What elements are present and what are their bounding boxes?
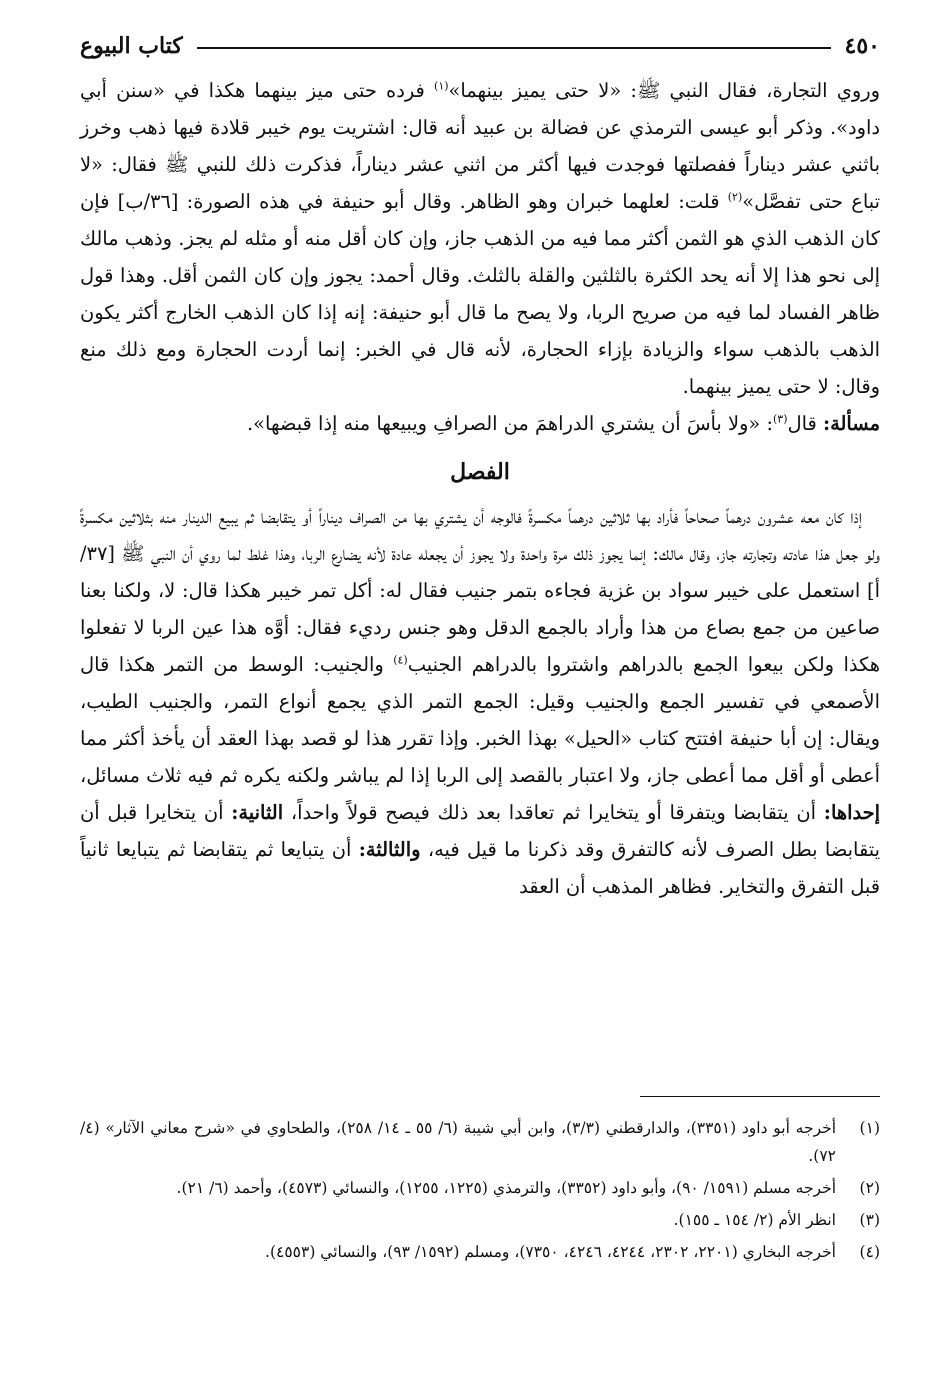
footnote-ref-3: (٣) [772,412,788,426]
header-rule [197,47,831,49]
paragraph-1: وروي التجارة، فقال النبي ﷺ: «لا حتى يميز بينهما»$^{(١)}$ فرده حتى ميز بينهما هكذا في «سنن أبي داود». وذكر أبو عيسى الترمذي عن فضالة بن عبيد أنه قال: اشتريت يوم خيبر قلادة فيها ذهب وخرز باثني عشر ديناراً ففصلتها فوجدت فيها أكثر من اثني عشر ديناراً، فذكرت ذلك للنبي ﷺ فقال: «لا تباع حتى تفصَّل»$^{(٢)}$ قلت: لعلهما خبران وهو الظاهر. وقال أبو حنيفة في هذه الصورة: [٣٦/ب] فإن كان الذهب الذي هو الثمن أكثر مما فيه من الذهب جاز، وإن كان أقل منه أو مثله لم يجز. وذهب مالك إلى نحو هذا إلا أنه يحد الكثرة بالثلثين والقلة بالثلث. وقال أحمد: يجوز وإن كان الثمن أقل. وهذا قول ظاهر الفساد لما فيه من صريح الربا، ولا يصح ما قال أبو حنيفة: إنه إذا كان الذهب الخارج أكثر يكون الذهب بالذهب سواء والزيادة بإزاء الحجارة، لأنه قال في الخبر: إنما أردت الحجارة ومع ذلك منع وقال: لا حتى يميز بينهما. [80,79,880,398]
issue-second-label: الثانية: [231,801,284,824]
issue-first-label: إحداها: [823,801,881,824]
paragraph-2: إذا كان معه عشرون درهماً صحاحاً فأراد بها ثلاثين درهماً مكسرةً فالوجه أن يشتري بها من الصراف ديناراً أو يتقابضا ثم يبيع الدينار منه بثلاثين مكسرةً ولو جعل هذا عادته وتجارته جاز، وقال مالك: إنما يجوز ذلك مرة واحدة ولا يجوز أن يجعله عادة لأنه يضارع الربا، وهذا غلط لما روي أن النبي ﷺ [٣٧/أ] استعمل على خيبر سواد بن غزية فجاءه بتمر جنيب فقال له: أكل تمر خيبر هكذا قال: لا، ولكنا بعنا صاعين من جمع بصاع من هذا وأراد بالجمع الدقل وهو جنس رديء فقال: أوَّه هذا عين الربا لا تفعلوا هكذا ولكن بيعوا الجمع بالدراهم واشتروا بالدراهم الجنيب$^{(٤)}$ والجنيب: الوسط من التمر هكذا قال الأصمعي في تفسير الجمع والجنيب وقيل: الجمع التمر الذي يجمع أنواع التمر، والجنيب الطيب، ويقال: إن أبا حنيفة افتتح كتاب «الحيل» بهذا الخبر. وإذا تقرر هذا لو قصد بهذا العقد أن يأخذ أكثر مما أعطى أو أقل مما أعطى جاز، ولا اعتبار بالقصد إلى الربا إذا لم يباشر ولكنه يكره ثم فيه ثلاث مسائل، إحداها: أن يتقابضا ويتفرقا أو يتخايرا ثم تعاقدا بعد ذلك فيصح قولاً واحداً، الثانية: أن يتخايرا قبل أن يتقابضا بطل الصرف لأنه كالتفرق وقد ذكرنا ما قيل فيه، والثالثة: أن يتبايعا ثم يتقابضا ثم يتبايعا ثانياً قبل التفرق والتخاير. فظاهر المذهب أن العقد [80,505,881,898]
footnote-ref-4: (٤) [393,653,408,667]
footnote-4 [80,1238,880,1266]
footnote-ref-1: (١) [434,79,449,93]
footnote-number: (٤) [859,1243,880,1261]
page-number: ٤٥٠ [844,33,880,59]
footnote-1 [80,1114,880,1170]
page-header [80,24,880,68]
running-title: كتاب البيوع [80,33,183,59]
footnote-3 [80,1206,880,1234]
main-text [80,72,880,905]
book-page [80,24,880,1354]
footnotes [80,1114,880,1270]
footnote-text: أخرجه أبو داود (٣٣٥١)، والدارقطني (٣/٣)، وابن أبي شيبة (٦/ ٥٥ ـ ١٤/ ٢٥٨)، والطحاوي في «شرح معاني الآثار» (٤/ ٧٢). [80,1119,837,1165]
masala-paragraph: مسألة: قال$^{(٣)}$: «ولا بأسَ أن يشتري الدراهمَ من الصرافِ ويبيعها منه إذا قبضها». [247,412,880,435]
footnote-2 [80,1174,880,1202]
footnote-rule [640,1096,880,1097]
footnote-number: (٣) [859,1211,880,1229]
footnote-text: أخرجه مسلم (١٥٩١/ ٩٠)، وأبو داود (٣٣٥٢)، والترمذي (١٢٢٥، ١٢٥٥)، والنسائي (٤٥٧٣)، وأحمد (٦/ ٢١). [176,1179,836,1197]
footnote-number: (٢) [859,1179,880,1197]
section-heading: الفصل [450,459,510,485]
footnote-text: انظر الأم (٢/ ١٥٤ ـ ١٥٥). [673,1211,836,1229]
footnote-number: (١) [859,1119,880,1137]
issue-third-label: والثالثة: [358,838,421,861]
masala-label: مسألة: [822,412,880,435]
footnote-ref-2: (٢) [727,190,743,204]
footnote-text: أخرجه البخاري (٢٢٠١، ٢٣٠٢، ٤٢٤٤، ٤٢٤٦، ٧٣٥٠)، ومسلم (١٥٩٢/ ٩٣)، والنسائي (٤٥٥٣). [265,1243,836,1261]
